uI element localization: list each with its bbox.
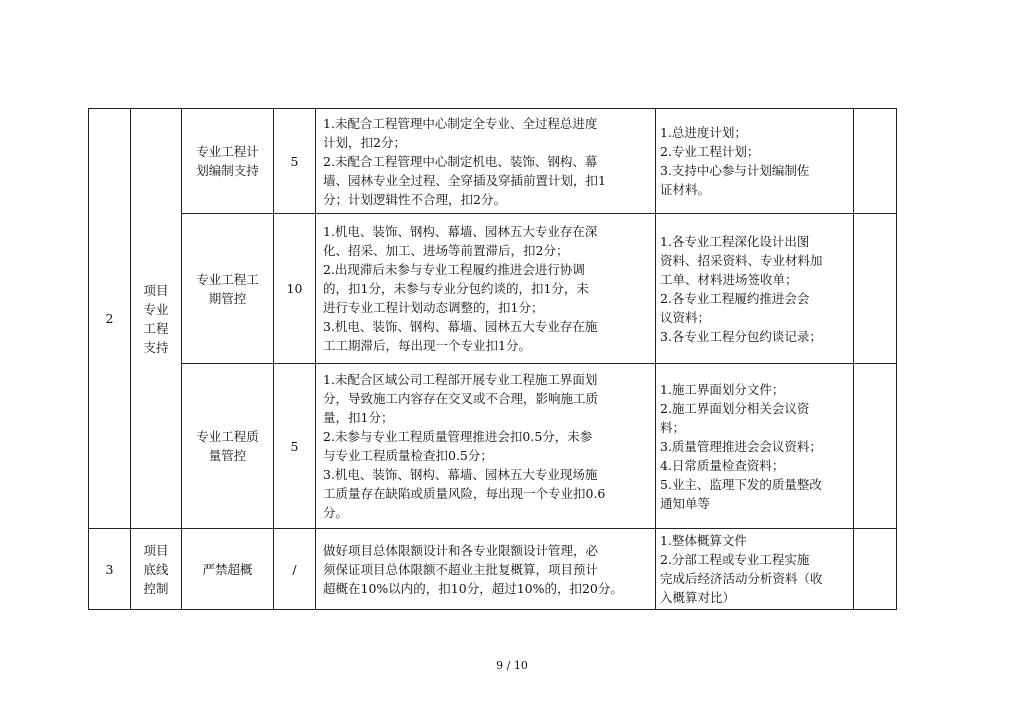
- item-name: 严禁超概: [182, 529, 274, 610]
- item-criteria: 做好项目总体限额设计和各专业限额设计管理，必 须保证项目总体限额不超业主批复概算，项目预计 超概在10%以内的，扣10分，超过10%的，扣20分。: [316, 529, 656, 610]
- item-notes: [854, 214, 897, 364]
- item-score: 5: [274, 109, 316, 214]
- item-materials: 1.总进度计划； 2.专业工程计划； 3.支持中心参与计划编制佐 证材料。: [656, 109, 854, 214]
- table-row: [89, 109, 897, 214]
- item-materials: 1.施工界面划分文件； 2.施工界面划分相关会议资 料； 3.质量管理推进会会议资料； 4.日常质量检查资料； 5.业主、监理下发的质量整改 通知单等: [656, 364, 854, 529]
- item-name: 专业工程工 期管控: [182, 214, 274, 364]
- item-name: 专业工程质 量管控: [182, 364, 274, 529]
- item-notes: [854, 109, 897, 214]
- table-row: [89, 529, 897, 610]
- group-number: 2: [89, 109, 131, 529]
- group-number: 3: [89, 529, 131, 610]
- table-row: [89, 364, 897, 529]
- item-score: 5: [274, 364, 316, 529]
- item-score: 10: [274, 214, 316, 364]
- page-number: 9 / 10: [496, 659, 528, 672]
- item-materials: 1.整体概算文件 2.分部工程或专业工程实施 完成后经济活动分析资料（收 入概算对比）: [656, 529, 854, 610]
- item-materials: 1.各专业工程深化设计出图 资料、招采资料、专业材料加 工单、材料进场签收单； 2.各专业工程履约推进会会 议资料； 3.各专业工程分包约谈记录；: [656, 214, 854, 364]
- item-criteria: 1.未配合工程管理中心制定全专业、全过程总进度 计划，扣2分； 2.未配合工程管理中心制定机电、装饰、钢构、幕 墙、园林专业全过程、全穿插及穿插前置计划，扣1 分；计划逻辑性不合理，扣2分。: [316, 109, 656, 214]
- table-row: [89, 214, 897, 364]
- assessment-table: [88, 108, 897, 610]
- item-name: 专业工程计 划编制支持: [182, 109, 274, 214]
- item-criteria: 1.未配合区域公司工程部开展专业工程施工界面划 分，导致施工内容存在交叉或不合理，影响施工质 量，扣1分； 2.未参与专业工程质量管理推进会扣0.5分，未参 与专业工程质量检查扣0.5分； 3.机电、装饰、钢构、幕墙、园林五大专业现场施 工质量存在缺陷或质量风险，每出现一个专业扣0.6 分。: [316, 364, 656, 529]
- item-notes: [854, 364, 897, 529]
- item-criteria: 1.机电、装饰、钢构、幕墙、园林五大专业存在深 化、招采、加工、进场等前置滞后，扣2分； 2.出现滞后未参与专业工程履约推进会进行协调 的，扣1分，未参与专业分包约谈的，扣1分，未 进行专业工程计划动态调整的，扣1分； 3.机电、装饰、钢构、幕墙、园林五大专业存在施 工工期滞后，每出现一个专业扣1分。: [316, 214, 656, 364]
- item-notes: [854, 529, 897, 610]
- group-category: 项目 专业 工程 支持: [131, 109, 182, 529]
- item-score: /: [274, 529, 316, 610]
- group-category: 项目 底线 控制: [131, 529, 182, 610]
